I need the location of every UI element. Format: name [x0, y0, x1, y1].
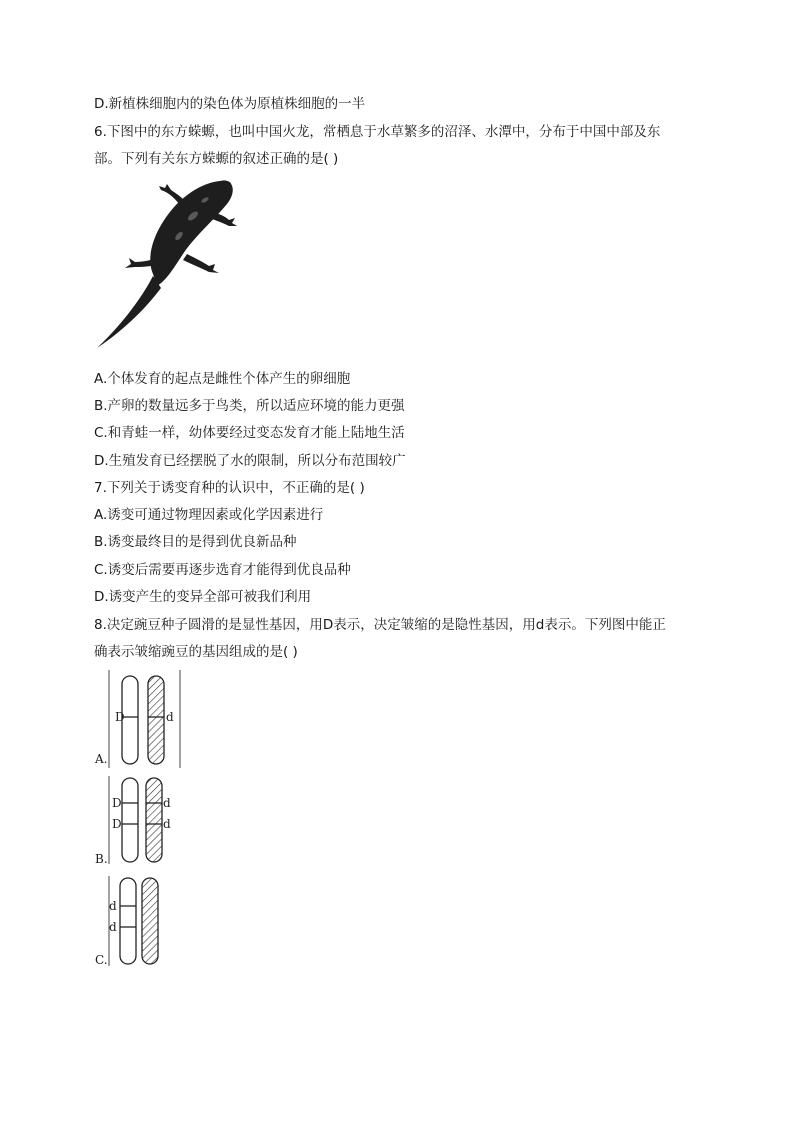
q5-option-d: D.新植株细胞内的染色体为原植株细胞的一半 [94, 96, 366, 112]
q6-option-d: D.生殖发育已经摆脱了水的限制，所以分布范围较广 [94, 453, 406, 469]
q6-option-b: B.产卵的数量远多于鸟类，所以适应环境的能力更强 [94, 398, 405, 414]
q6-option-c: C.和青蛙一样，幼体要经过变态发育才能上陆地生活 [94, 425, 405, 441]
chromosome-left [122, 778, 138, 862]
chromosome-right [148, 676, 164, 764]
gene-label-D: D [112, 796, 122, 810]
option-a-label: A. [95, 752, 108, 766]
q8-stem-line-1: 8.决定豌豆种子圆滑的是显性基因，用D表示，决定皱缩的是隐性基因，用d表示。下列图中能正 [94, 617, 666, 633]
q7-stem: 7.下列关于诱变育种的认识中，不正确的是( ) [94, 480, 365, 496]
option-c-chromosome-figure [106, 874, 186, 968]
option-c-label: C. [95, 953, 108, 967]
gene-label-d: d [163, 796, 171, 810]
chromosome-right [142, 878, 158, 964]
gene-label-d: d [163, 817, 171, 831]
q6-stem-line-2: 部。下列有关东方蝾螈的叙述正确的是( ) [94, 151, 339, 167]
q7-option-d: D.诱变产生的变异全部可被我们利用 [94, 589, 312, 605]
gene-label-D: D [112, 817, 122, 831]
q7-option-a: A.诱变可通过物理因素或化学因素进行 [94, 507, 324, 523]
option-b-chromosome-figure [106, 774, 186, 866]
q7-option-c: C.诱变后需要再逐步选育才能得到优良品种 [94, 562, 351, 578]
salamander-image [95, 176, 245, 352]
gene-label-D: D [115, 710, 125, 724]
q6-stem-line-1: 6.下图中的东方蝾螈，也叫中国火龙，常栖息于水草繁多的沼泽、水潭中，分布于中国中部及东 [94, 124, 661, 140]
gene-label-d: d [109, 920, 117, 934]
option-a-chromosome-figure [106, 668, 186, 770]
q8-stem-line-2: 确表示皱缩豌豆的基因组成的是( ) [94, 644, 298, 660]
option-b-label: B. [95, 852, 108, 866]
chromosome-right [146, 778, 162, 862]
gene-label-d: d [166, 710, 174, 724]
chromosome-left [120, 878, 136, 964]
q7-option-b: B.诱变最终目的是得到优良新品种 [94, 534, 297, 550]
gene-label-d: d [109, 899, 117, 913]
q6-option-a: A.个体发育的起点是雌性个体产生的卵细胞 [94, 371, 351, 387]
